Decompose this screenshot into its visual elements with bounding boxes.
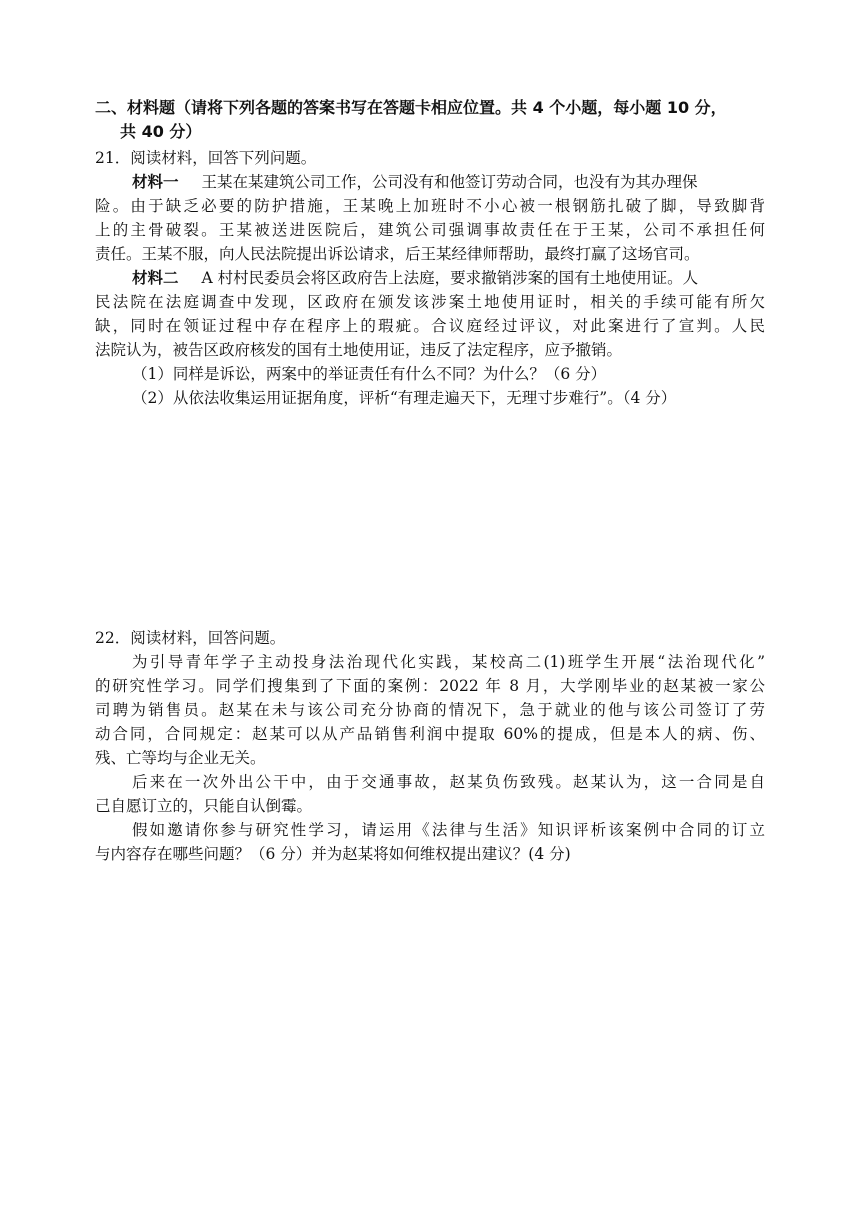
q22-para1-line1: 为引导青年学子主动投身法治现代化实践，某校高二(1)班学生开展“法治现代化”: [132, 653, 765, 671]
material1-text: 王某在某建筑公司工作，公司没有和他签订劳动合同，也没有为其办理保: [201, 173, 698, 191]
q22-para1-line3: 司聘为销售员。赵某在未与该公司充分协商的情况下，急于就业的他与该公司签订了劳: [95, 701, 765, 719]
q22-para1-line2: 的研究性学习。同学们搜集到了下面的案例：2022 年 8 月，大学刚毕业的赵某被一家公: [95, 677, 765, 695]
section-title-line2: 共 40 分）: [120, 122, 202, 141]
q21-material1-line3: 上的主骨破裂。王某被送进医院后，建筑公司强调事故责任在于王某，公司不承担任何: [95, 221, 765, 239]
q21-question1: （1）同样是诉讼，两案中的举证责任有什么不同？为什么？（6 分）: [132, 365, 607, 383]
q21-question2: （2）从依法收集运用证据角度，评析“有理走遍天下，无理寸步难行”。（4 分）: [132, 389, 677, 407]
q22-para2-line1: 后来在一次外出公干中，由于交通事故，赵某负伤致残。赵某认为，这一合同是自: [132, 773, 765, 791]
q21-header: 21．阅读材料，回答下列问题。: [95, 149, 317, 167]
q21-material1-line4: 责任。王某不服，向人民法院提出诉讼请求，后王某经律师帮助，最终打赢了这场官司。: [95, 245, 700, 263]
q21-material1-line2: 险。由于缺乏必要的防护措施，王某晚上加班时不小心被一根钢筋扎破了脚，导致脚背: [95, 197, 765, 215]
q21-material2-line1: [132, 267, 765, 289]
q22-para2-line2: 己自愿订立的，只能自认倒霉。: [95, 797, 313, 815]
q21-material2-line3: 缺，同时在领证过程中存在程序上的瑕疵。合议庭经过评议，对此案进行了宣判。人民: [95, 317, 765, 335]
q21-material2-line4: 法院认为，被告区政府核发的国有土地使用证，违反了法定程序，应予撤销。: [95, 341, 623, 359]
q21-material2-line2: 民法院在法庭调查中发现，区政府在颁发该涉案土地使用证时，相关的手续可能有所欠: [95, 293, 765, 311]
q22-header: 22．阅读材料，回答问题。: [95, 629, 286, 647]
q22-para1-line5: 残、亡等均与企业无关。: [95, 749, 266, 767]
material2-label: 材料二: [132, 269, 179, 287]
section-title-line1: 二、材料题（请将下列各题的答案书写在答题卡相应位置。共 4 个小题，每小题 10 分，: [95, 98, 727, 117]
q21-material1-line1: [132, 171, 765, 193]
material1-label: 材料一: [132, 173, 179, 191]
material2-text: A 村村民委员会将区政府告上法庭，要求撤销涉案的国有土地使用证。人: [201, 269, 699, 287]
q22-para3-line2: 与内容存在哪些问题？（6 分）并为赵某将如何维权提出建议？(4 分): [95, 845, 571, 863]
q22-para3-line1: 假如邀请你参与研究性学习，请运用《法律与生活》知识评析该案例中合同的订立: [132, 821, 765, 839]
q22-para1-line4: 动合同，合同规定：赵某可以从产品销售利润中提取 60%的提成，但是本人的病、伤、: [95, 725, 765, 743]
